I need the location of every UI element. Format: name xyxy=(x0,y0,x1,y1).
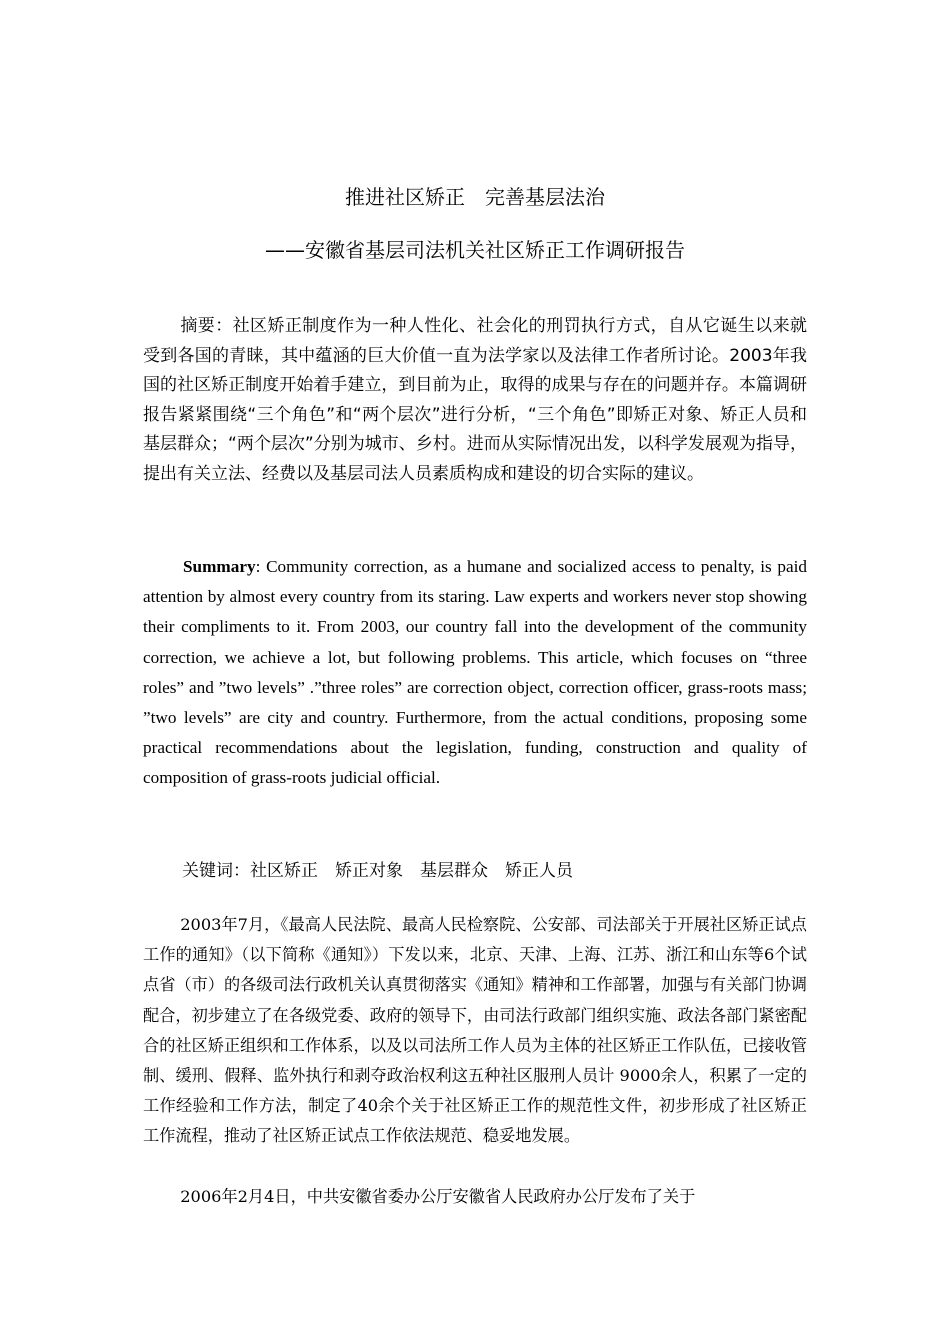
summary-text: : Community correction, as a humane and socialized access to penalty, is paid attention by almost every country from its staring. Law experts and workers never stop showing their compliments to it. From 2003, our country fall into the development of the community correction, we achieve a lot, but following problems. This article, which focuses on “three roles” and ”two levels” .”three roles” are correction object, correction officer, grass-roots mass; ”two levels” are city and country. Furthermore, from the actual conditions, proposing some practical recommendations about the legislation, funding, construction and quality of composition of grass-roots judicial official. xyxy=(143,557,807,788)
body-paragraph-1: 2003年7月，《最高人民法院、最高人民检察院、公安部、司法部关于开展社区矫正试点工作的通知》（以下简称《通知》）下发以来，北京、天津、上海、江苏、浙江和山东等6个试点省（市）的各级司法行政机关认真贯彻落实《通知》精神和工作部署，加强与有关部门协调配合，初步建立了在各级党委、政府的领导下，由司法行政部门组织实施、政法各部门紧密配合的社区矫正组织和工作体系，以及以司法所工作人员为主体的社区矫正工作队伍，已接收管制、缓刑、假释、监外执行和剥夺政治权利这五种社区服刑人员计 9000余人，积累了一定的工作经验和工作方法，制定了40余个关于社区矫正工作的规范性文件，初步形成了社区矫正工作流程，推动了社区矫正试点工作依法规范、稳妥地发展。 xyxy=(143,915,807,1146)
body-paragraph-2: 2006年2月4日，中共安徽省委办公厅安徽省人民政府办公厅发布了关于 xyxy=(180,1187,696,1206)
keywords-line: 关键词：社区矫正 矫正对象 基层群众 矫正人员 xyxy=(182,861,573,881)
summary-label: Summary xyxy=(183,557,256,576)
chinese-abstract: 摘要：社区矫正制度作为一种人性化、社会化的刑罚执行方式，自从它诞生以来就受到各国的青睐，其中蕴涵的巨大价值一直为法学家以及法律工作者所讨论。2003年我国的社区矫正制度开始着手建立，到目前为止，取得的成果与存在的问题并存。本篇调研报告紧紧围绕“三个角色”和“两个层次”进行分析，“三个角色”即矫正对象、矫正人员和基层群众；“两个层次”分别为城市、乡村。进而从实际情况出发，以科学发展观为指导，提出有关立法、经费以及基层司法人员素质构成和建设的切合实际的建议。 xyxy=(143,316,807,484)
english-summary xyxy=(143,552,807,794)
document-subtitle: ——安徽省基层司法机关社区矫正工作调研报告 xyxy=(265,238,685,262)
document-title: 推进社区矫正 完善基层法治 xyxy=(345,185,605,209)
